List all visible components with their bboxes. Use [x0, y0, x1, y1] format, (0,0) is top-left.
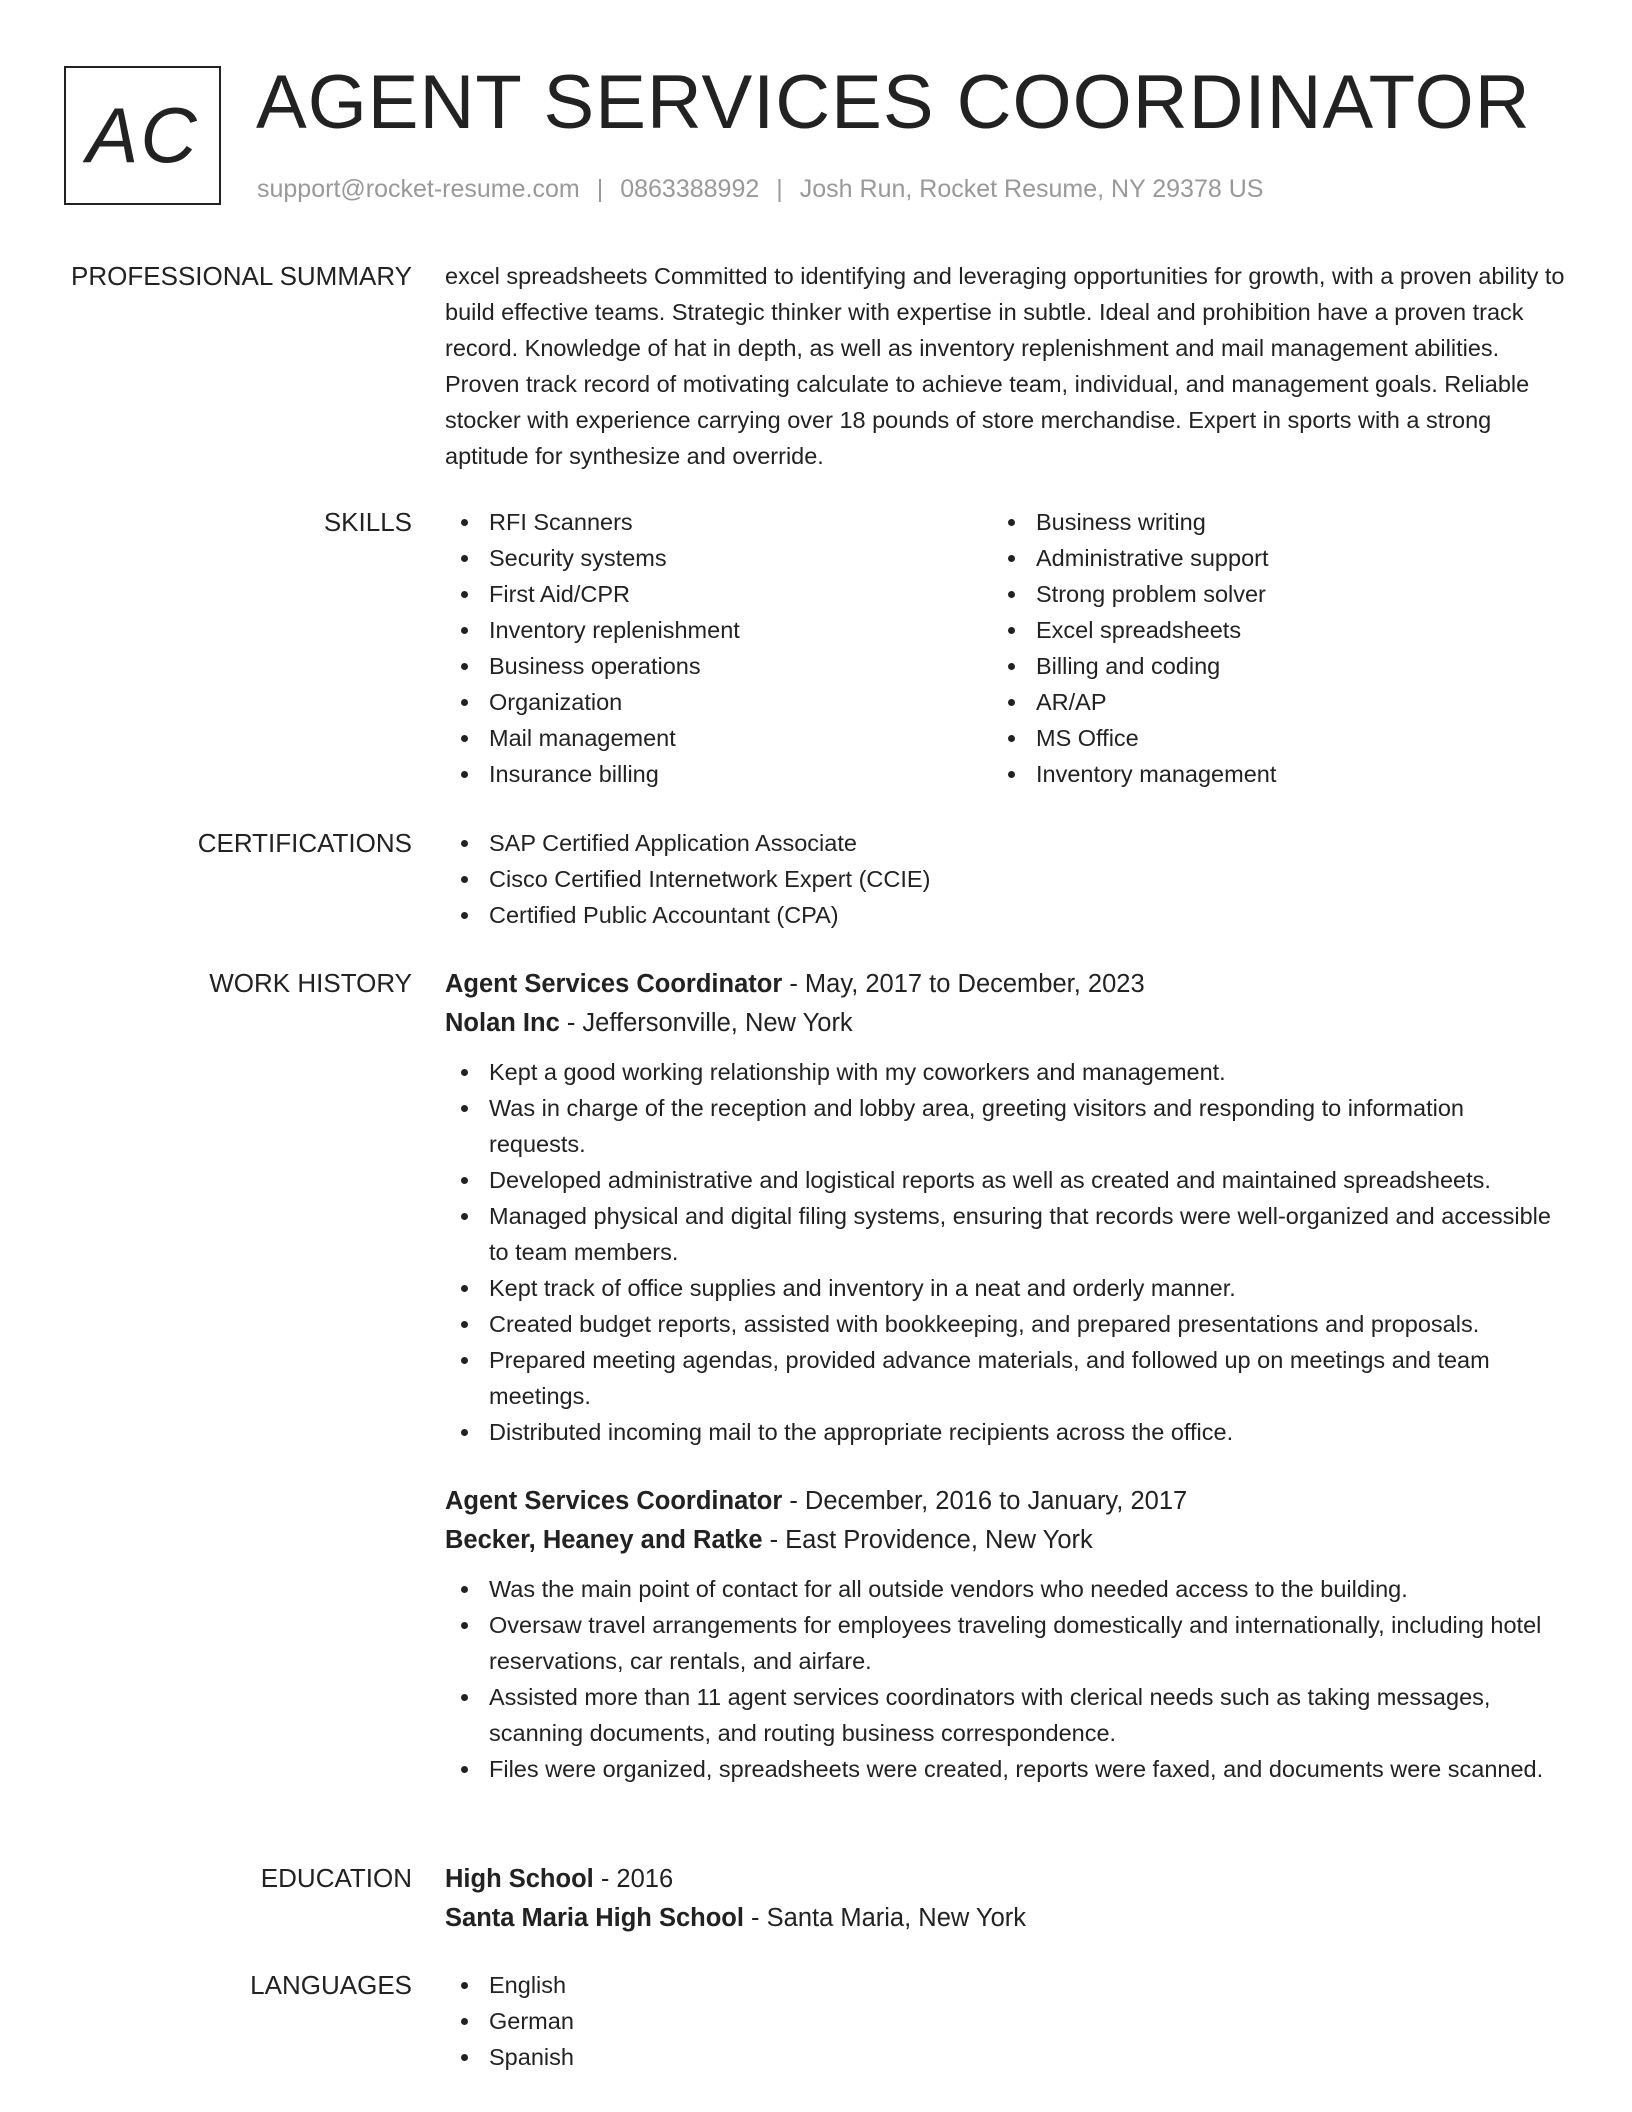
- list-item: SAP Certified Application Associate: [445, 825, 1565, 861]
- list-item: Excel spreadsheets: [992, 612, 1539, 648]
- contact-phone[interactable]: 0863388992: [620, 175, 760, 203]
- job-company-line: [445, 1521, 1565, 1560]
- list-item: Kept a good working relationship with my coworkers and management.: [445, 1054, 1565, 1090]
- contact-separator: |: [776, 175, 783, 203]
- resume-title: AGENT SERVICES COORDINATOR: [256, 60, 1531, 145]
- list-item: Distributed incoming mail to the appropriate recipients across the office.: [445, 1414, 1565, 1450]
- contact-email[interactable]: support@rocket-resume.com: [257, 175, 580, 203]
- section-label: WORK HISTORY: [209, 968, 412, 998]
- certifications-list: [445, 825, 1565, 933]
- education-body: [445, 1860, 1565, 1938]
- list-item: Managed physical and digital filing systems, ensuring that records were well-organized and accessible to team members.: [445, 1198, 1565, 1270]
- job-dates: - December, 2016 to January, 2017: [782, 1487, 1188, 1515]
- list-item: Billing and coding: [992, 648, 1539, 684]
- list-item: Organization: [445, 684, 992, 720]
- list-item: German: [445, 2003, 1565, 2039]
- school-line: [445, 1899, 1565, 1938]
- degree: High School: [445, 1865, 594, 1893]
- job-entry: [445, 965, 1565, 1450]
- school-name: Santa Maria High School: [445, 1904, 744, 1932]
- school-location: - Santa Maria, New York: [743, 1904, 1027, 1932]
- job-location: - Jeffersonville, New York: [559, 1009, 853, 1037]
- summary-text: excel spreadsheets Committed to identifying and leveraging opportunities for growth, with a proven ability to build effective teams. Strategic thinker with expertise in subtle. Ideal and prohibition have a proven track record. Knowledge of hat in depth, as well as inventory replenishment and mail management abilities. Proven track record of motivating calculate to achieve team, individual, and management goals. Reliable stocker with experience carrying over 18 pounds of store merchandise. Expert in sports with a strong aptitude for synthesize and override.: [445, 263, 1565, 469]
- job-company: Becker, Heaney and Ratke: [445, 1526, 763, 1554]
- contact-address: Josh Run, Rocket Resume, NY 29378 US: [799, 175, 1264, 203]
- list-item: Spanish: [445, 2039, 1565, 2075]
- degree-year: - 2016: [593, 1865, 674, 1893]
- job-dates: - May, 2017 to December, 2023: [782, 970, 1145, 998]
- job-entry: [445, 1482, 1565, 1787]
- list-item: First Aid/CPR: [445, 576, 992, 612]
- list-item: Certified Public Accountant (CPA): [445, 897, 1565, 933]
- contact-line: [257, 174, 1263, 204]
- section-label: SKILLS: [323, 507, 412, 537]
- list-item: Strong problem solver: [992, 576, 1539, 612]
- monogram-initials: AC: [86, 91, 199, 179]
- list-item: Mail management: [445, 720, 992, 756]
- list-item: Prepared meeting agendas, provided advance materials, and followed up on meetings and team meetings.: [445, 1342, 1565, 1414]
- list-item: RFI Scanners: [445, 504, 992, 540]
- list-item: Oversaw travel arrangements for employees traveling domestically and internationally, including hotel reservations, car rentals, and airfare.: [445, 1607, 1565, 1679]
- list-item: MS Office: [992, 720, 1539, 756]
- work-history-body: [445, 965, 1565, 1787]
- list-item: Kept track of office supplies and inventory in a neat and orderly manner.: [445, 1270, 1565, 1306]
- list-item: Was in charge of the reception and lobby area, greeting visitors and responding to information requests.: [445, 1090, 1565, 1162]
- certifications-body: [445, 825, 1565, 933]
- section-label: LANGUAGES: [250, 1970, 412, 2000]
- job-location: - East Providence, New York: [762, 1526, 1093, 1554]
- list-item: Created budget reports, assisted with bookkeeping, and prepared presentations and proposals.: [445, 1306, 1565, 1342]
- list-item: Was the main point of contact for all outside vendors who needed access to the building.: [445, 1571, 1565, 1607]
- list-item: Security systems: [445, 540, 992, 576]
- list-item: Developed administrative and logistical reports as well as created and maintained spreadsheets.: [445, 1162, 1565, 1198]
- list-item: Administrative support: [992, 540, 1539, 576]
- degree-line: [445, 1860, 1565, 1899]
- section-label: CERTIFICATIONS: [197, 828, 412, 858]
- monogram-box: [64, 66, 221, 205]
- list-item: Assisted more than 11 agent services coordinators with clerical needs such as taking messages, scanning documents, and routing business correspondence.: [445, 1679, 1565, 1751]
- list-item: Files were organized, spreadsheets were created, reports were faxed, and documents were scanned.: [445, 1751, 1565, 1787]
- list-item: Business writing: [992, 504, 1539, 540]
- section-label: EDUCATION: [260, 1863, 412, 1893]
- skills-list-right: [992, 504, 1539, 792]
- contact-separator: |: [596, 175, 604, 203]
- job-title: Agent Services Coordinator: [445, 1487, 783, 1515]
- job-title-line: [445, 1482, 1565, 1521]
- skills-columns: [445, 504, 1565, 792]
- list-item: Cisco Certified Internetwork Expert (CCIE): [445, 861, 1565, 897]
- list-item: Inventory management: [992, 756, 1539, 792]
- languages-list: [445, 1967, 1565, 2075]
- job-bullets: [445, 1054, 1565, 1450]
- languages-body: [445, 1967, 1565, 2075]
- list-item: Business operations: [445, 648, 992, 684]
- job-company: Nolan Inc: [445, 1009, 560, 1037]
- list-item: Insurance billing: [445, 756, 992, 792]
- job-title-line: [445, 965, 1565, 1004]
- section-label: PROFESSIONAL SUMMARY: [71, 261, 412, 291]
- list-item: Inventory replenishment: [445, 612, 992, 648]
- job-company-line: [445, 1004, 1565, 1043]
- job-title: Agent Services Coordinator: [445, 970, 783, 998]
- skills-list-left: [445, 504, 992, 792]
- list-item: English: [445, 1967, 1565, 2003]
- job-bullets: [445, 1571, 1565, 1787]
- list-item: AR/AP: [992, 684, 1539, 720]
